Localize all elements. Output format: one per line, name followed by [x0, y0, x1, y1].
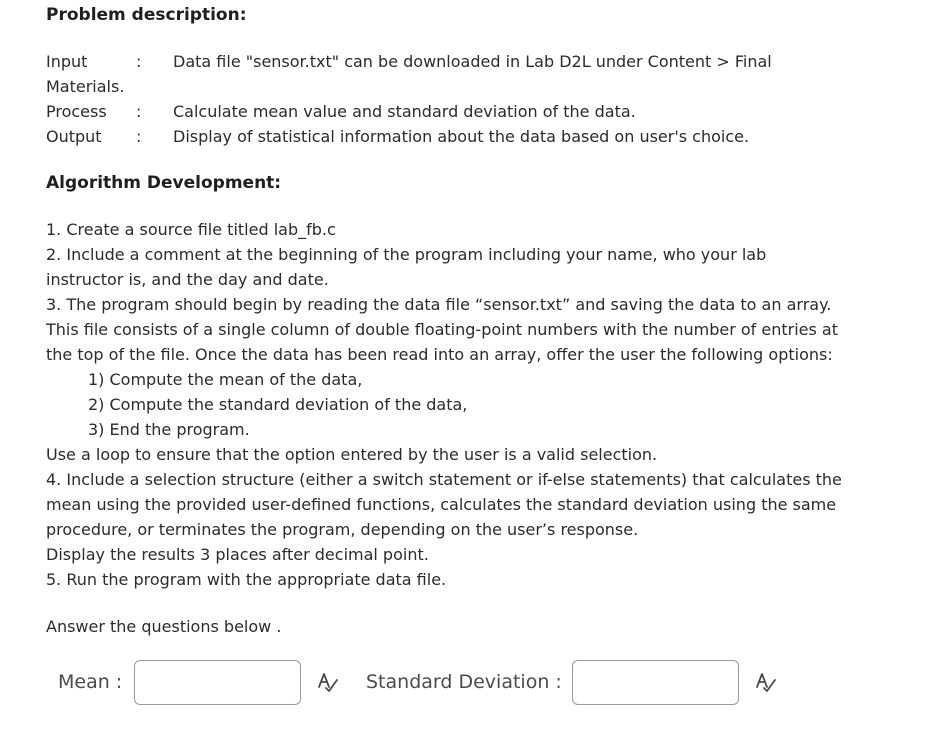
process-label: Process — [46, 102, 107, 121]
algorithm-line: Display the results 3 places after decimal point. — [46, 545, 429, 564]
algorithm-line: Use a loop to ensure that the option entered by the user is a valid selection. — [46, 445, 658, 464]
option-item: 1) Compute the mean of the data, — [88, 370, 363, 389]
input-colon: : — [136, 52, 142, 71]
sd-label: Standard Deviation : — [366, 671, 562, 693]
algorithm-line: 2. Include a comment at the beginning of the program including your name, who your lab — [46, 245, 767, 264]
algorithm-line: mean using the provided user-defined functions, calculates the standard deviation using the same — [46, 495, 837, 514]
spellcheck-icon[interactable] — [754, 670, 778, 694]
algorithm-line: This file consists of a single column of double floating-point numbers with the number of entries at — [46, 320, 838, 339]
mean-input[interactable] — [134, 660, 301, 705]
output-colon: : — [136, 127, 142, 146]
algorithm-line: 3. The program should begin by reading the data file “sensor.txt” and saving the data to an array. — [46, 295, 832, 314]
spellcheck-icon[interactable] — [316, 670, 340, 694]
option-item: 3) End the program. — [88, 420, 250, 439]
problem-heading: Problem description: — [46, 5, 247, 25]
algorithm-line: procedure, or terminates the program, depending on the user’s response. — [46, 520, 639, 539]
algorithm-line: instructor is, and the day and date. — [46, 270, 329, 289]
option-item: 2) Compute the standard deviation of the data, — [88, 395, 468, 414]
algorithm-heading: Algorithm Development: — [46, 173, 282, 193]
process-colon: : — [136, 102, 142, 121]
input-text: Data file "sensor.txt" can be downloaded in Lab D2L under Content > Final — [173, 52, 772, 71]
output-text: Display of statistical information about the data based on user's choice. — [173, 127, 750, 146]
standard-deviation-input[interactable] — [572, 660, 739, 705]
answer-prompt: Answer the questions below . — [46, 617, 282, 636]
mean-label: Mean : — [58, 671, 123, 693]
output-label: Output — [46, 127, 102, 146]
algorithm-line: 1. Create a source file titled lab_fb.c — [46, 220, 336, 239]
algorithm-line: 5. Run the program with the appropriate data file. — [46, 570, 447, 589]
algorithm-line: the top of the file. Once the data has been read into an array, offer the user the following options: — [46, 345, 833, 364]
input-label: Input — [46, 52, 88, 71]
process-text: Calculate mean value and standard deviation of the data. — [173, 102, 636, 121]
input-text-continued: Materials. — [46, 77, 125, 96]
algorithm-line: 4. Include a selection structure (either a switch statement or if-else statements) that calculates the — [46, 470, 842, 489]
